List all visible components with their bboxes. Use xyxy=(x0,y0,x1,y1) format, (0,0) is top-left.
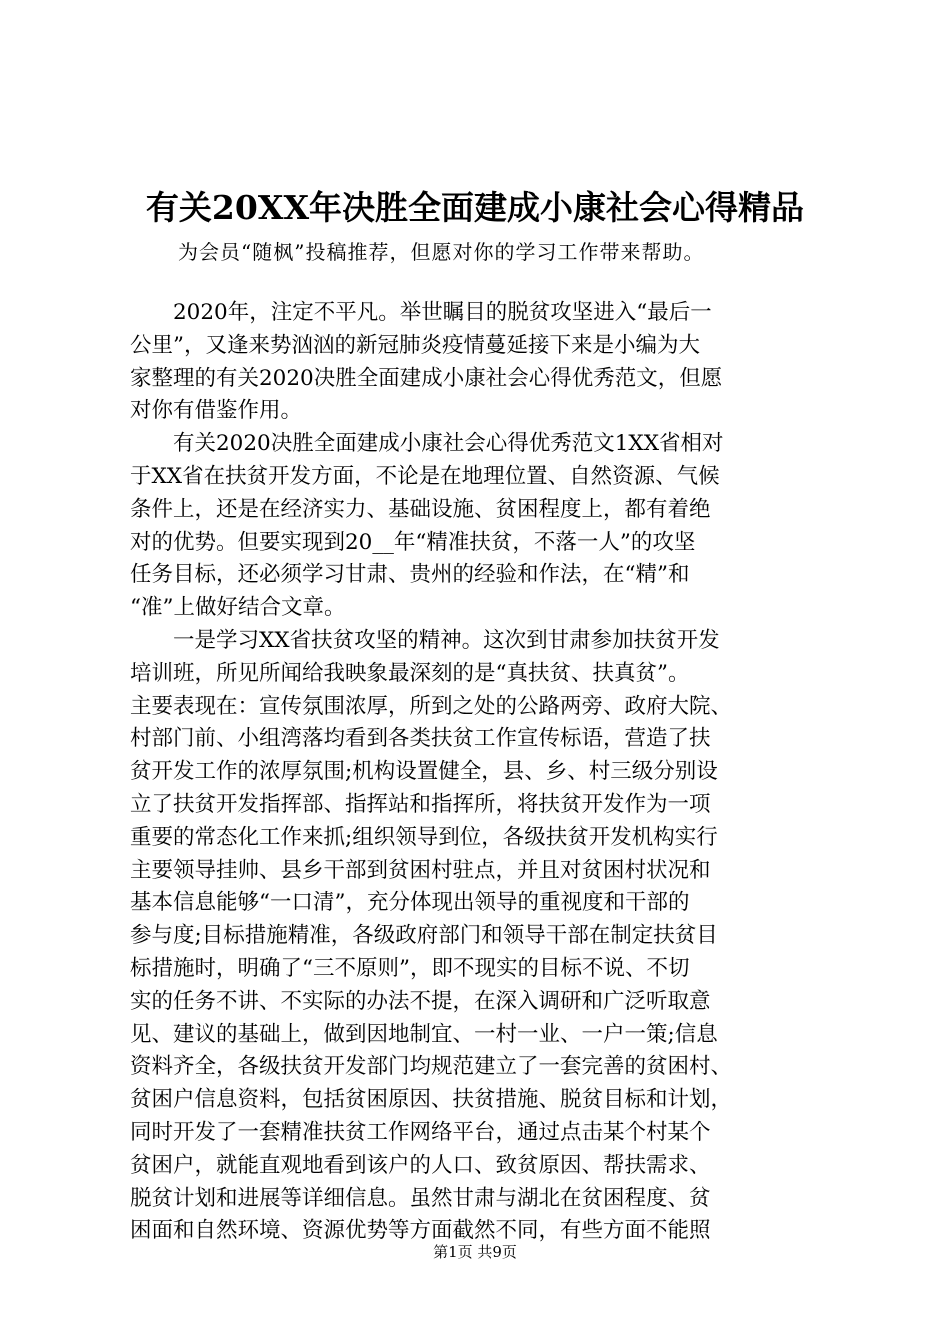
body-line: 家整理的有关2020决胜全面建成小康社会心得优秀范文，但愿 xyxy=(130,365,723,391)
page-number-footer: 第1页 共9页 xyxy=(433,1243,517,1261)
body-line: 同时开发了一套精准扶贫工作网络平台，通过点击某个村某个 xyxy=(130,1119,711,1145)
body-line: 于XX省在扶贫开发方面，不论是在地理位置、自然资源、气候 xyxy=(130,463,720,489)
body-line: 立了扶贫开发指挥部、指挥站和指挥所，将扶贫开发作为一项 xyxy=(130,791,711,817)
body-line: 重要的常态化工作来抓;组织领导到位，各级扶贫开发机构实行 xyxy=(130,824,718,850)
body-line: 主要表现在：宣传氛围浓厚，所到之处的公路两旁、政府大院、 xyxy=(130,693,733,719)
body-line: 参与度;目标措施精准，各级政府部门和领导干部在制定扶贫目 xyxy=(130,923,718,949)
document-title: 有关20XX年决胜全面建成小康社会心得精品 xyxy=(145,188,805,227)
body-line: “准”上做好结合文章。 xyxy=(130,595,346,621)
body-line: 贫困户，就能直观地看到该户的人口、致贫原因、帮扶需求、 xyxy=(130,1152,711,1178)
body-line: 对你有借鉴作用。 xyxy=(130,398,303,424)
body-line: 脱贫计划和进展等详细信息。虽然甘肃与湖北在贫困程度、贫 xyxy=(130,1185,711,1211)
body-line: 对的优势。但要实现到20__年“精准扶贫，不落一人”的攻坚 xyxy=(130,529,696,555)
body-line: 贫开发工作的浓厚氛围;机构设置健全，县、乡、村三级分别设 xyxy=(130,759,718,785)
body-line: 一是学习XX省扶贫攻坚的精神。这次到甘肃参加扶贫开发 xyxy=(173,627,720,653)
body-line: 有关2020决胜全面建成小康社会心得优秀范文1XX省相对 xyxy=(173,431,724,457)
document-body xyxy=(130,297,830,1248)
body-line: 基本信息能够“一口清”，充分体现出领导的重视度和干部的 xyxy=(130,890,690,916)
body-line: 村部门前、小组湾落均看到各类扶贫工作宣传标语，营造了扶 xyxy=(130,726,711,752)
body-line: 2020年，注定不平凡。举世瞩目的脱贫攻坚进入“最后一 xyxy=(173,300,712,325)
body-line: 实的任务不讲、不实际的办法不提，在深入调研和广泛听取意 xyxy=(130,988,711,1014)
body-line: 培训班，所见所闻给我映象最深刻的是“真扶贫、扶真贫”。 xyxy=(130,660,690,686)
body-line: 见、建议的基础上，做到因地制宜、一村一业、一户一策;信息 xyxy=(130,1021,718,1047)
body-line: 标措施时，明确了“三不原则”，即不现实的目标不说、不切 xyxy=(130,955,690,981)
body-line: 资料齐全，各级扶贫开发部门均规范建立了一套完善的贫困村、 xyxy=(130,1054,733,1080)
body-line: 条件上，还是在经济实力、基础设施、贫困程度上，都有着绝 xyxy=(130,496,711,522)
body-line: 公里”，又逢来势汹汹的新冠肺炎疫情蔓延接下来是小编为大 xyxy=(130,332,700,358)
document-subtitle: 为会员“随枫”投稿推荐，但愿对你的学习工作带来帮助。 xyxy=(178,240,705,264)
body-line: 困面和自然环境、资源优势等方面截然不同，有些方面不能照 xyxy=(130,1218,711,1244)
body-line: 主要领导挂帅、县乡干部到贫困村驻点，并且对贫困村状况和 xyxy=(130,857,711,883)
body-line: 任务目标，还必须学习甘肃、贵州的经验和作法，在“精”和 xyxy=(130,562,690,588)
body-line: 贫困户信息资料，包括贫困原因、扶贫措施、脱贫目标和计划， xyxy=(130,1087,733,1113)
